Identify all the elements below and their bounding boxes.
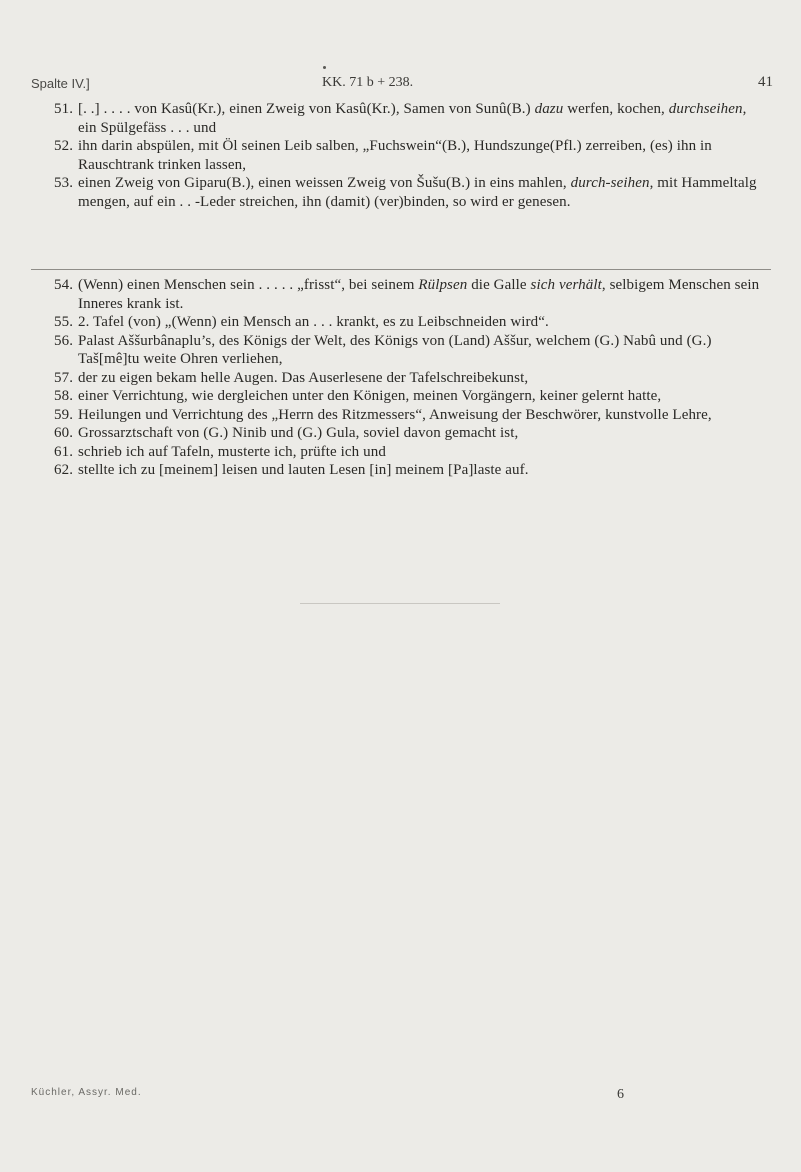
line-text [78, 100, 764, 137]
line-number: 52. [54, 138, 74, 154]
text-run: stellte ich zu [meinem] leisen und lauten Lesen [in] meinem [Pa]laste auf. [78, 462, 529, 478]
line-number: 60. [54, 425, 74, 441]
ornament-dot [323, 66, 326, 69]
section-colophon [54, 276, 764, 480]
line-number: 59. [54, 406, 74, 423]
text-run: , selbigem Menschen sein Inneres krank ist. [78, 277, 760, 312]
text-run: , ein Spülgefäss . . . und [78, 101, 747, 136]
line-number: 57. [54, 369, 74, 386]
line-text [78, 276, 764, 313]
line-text [78, 369, 764, 388]
line-entry [54, 332, 764, 369]
line-text [78, 406, 764, 425]
line-number: 51. [54, 101, 74, 117]
line-number: 56. [54, 332, 74, 349]
line-text [78, 443, 764, 462]
text-run: die Galle [467, 277, 531, 293]
text-run: werfen, kochen, [563, 101, 669, 117]
line-text [78, 387, 764, 406]
line-text [78, 174, 764, 211]
line-entry [54, 443, 764, 462]
line-entry [54, 276, 764, 313]
line-entry [54, 461, 764, 480]
text-run: einer Verrichtung, wie dergleichen unter den Königen, meinen Vorgängern, keiner gelernt hatte, [78, 388, 662, 404]
text-run: ihn darin abspülen, mit Öl seinen Leib salben, „Fuchswein“(B.), Hundszunge(Pfl.) zerreiben, (es) ihn in Rauschtrank trinken lassen, [78, 138, 712, 173]
line-entry [54, 137, 764, 174]
line-entry [54, 406, 764, 425]
italic-term: Rülpsen [418, 277, 468, 293]
section-divider [31, 269, 771, 270]
column-reference: Spalte IV.] [31, 76, 90, 91]
line-number: 61. [54, 443, 74, 460]
end-rule [300, 603, 500, 604]
signature-number: 6 [617, 1087, 624, 1102]
text-run: der zu eigen bekam helle Augen. Das Auserlesene der Tafelschreibekunst, [78, 369, 529, 386]
line-number: 58. [54, 388, 74, 404]
line-number: 62. [54, 462, 74, 478]
line-entry [54, 174, 764, 211]
line-entry [54, 424, 764, 443]
line-text [78, 461, 764, 480]
line-entry [54, 313, 764, 332]
text-run: einen Zweig von Giparu(B.), einen weissen Zweig von Šušu(B.) in eins mahlen, [78, 175, 571, 191]
line-number: 55. [54, 314, 74, 330]
line-entry [54, 100, 764, 137]
text-run: , mit Hammeltalg mengen, auf ein . . -Leder streichen, ihn (damit) (ver)binden, so wird er genesen. [78, 175, 757, 210]
page-number: 41 [758, 74, 773, 90]
text-run: Heilungen und Verrichtung des „Herrn des Ritzmessers“, Anweisung der Beschwörer, kunstvolle Lehre, [78, 406, 712, 423]
text-run: 2. Tafel (von) „(Wenn) ein Mensch an . . . krankt, es zu Leibschneiden wird“. [78, 314, 549, 330]
italic-term: durchseihen [668, 101, 743, 117]
text-run: schrieb ich auf Tafeln, musterte ich, prüfte ich und [78, 443, 386, 460]
text-run: [. .] . . . . von Kasû(Kr.), einen Zweig von Kasû(Kr.), Samen von Sunû(B.) [78, 101, 535, 117]
tablet-reference: KK. 71 b + 238. [322, 75, 414, 90]
text-run: (Wenn) einen Menschen sein . . . . . „frisst“, bei seinem [78, 277, 419, 293]
page-header [31, 74, 773, 100]
line-text [78, 313, 764, 332]
line-entry [54, 387, 764, 406]
line-entry [54, 369, 764, 388]
text-run: Palast Aššurbânaplu’s, des Königs der Welt, des Königs von (Land) Aššur, welchem (G.) Nabû und (G.) Taš[mê]tu weite Ohren verliehen, [78, 332, 712, 367]
italic-term: sich verhält [530, 277, 602, 293]
signature-mark: Küchler, Assyr. Med. [31, 1087, 142, 1098]
line-text [78, 424, 764, 443]
line-number: 54. [54, 277, 74, 293]
italic-term: dazu [534, 101, 564, 117]
italic-term: durch-seihen [570, 175, 650, 191]
section-recipe [54, 100, 764, 211]
line-text [78, 332, 764, 369]
line-number: 53. [54, 175, 74, 191]
line-text [78, 137, 764, 174]
text-run: Grossarztschaft von (G.) Ninib und (G.) Gula, soviel davon gemacht ist, [78, 425, 519, 441]
